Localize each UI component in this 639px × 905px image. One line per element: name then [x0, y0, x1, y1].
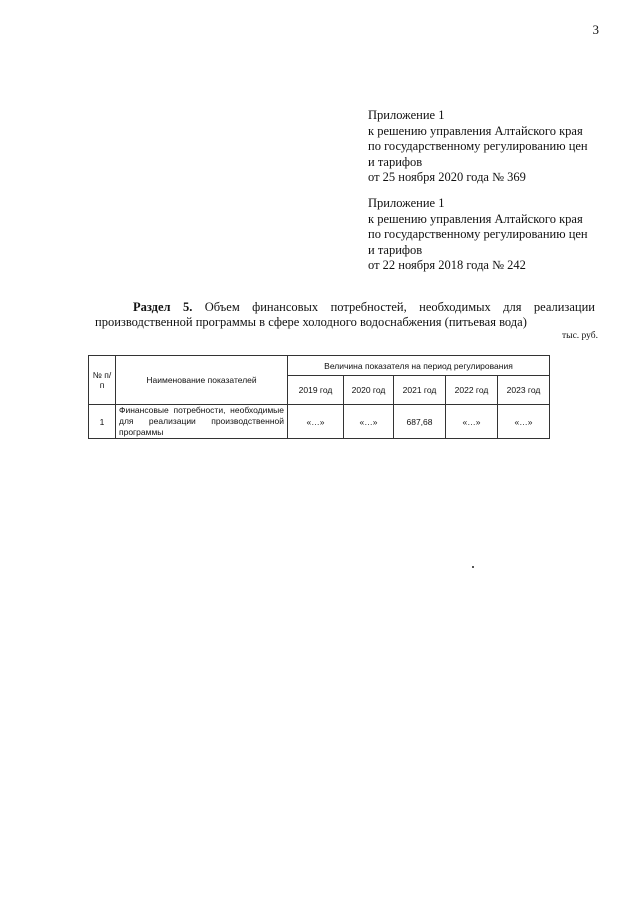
row-value: 687,68: [394, 405, 446, 439]
annex-line: к решению управления Алтайского края: [368, 211, 583, 226]
header-period: Величина показателя на период регулирования: [288, 356, 550, 376]
header-year: 2021 год: [394, 376, 446, 405]
row-value: «…»: [498, 405, 550, 439]
row-num: 1: [89, 405, 116, 439]
annex-line: от 25 ноября 2020 года № 369: [368, 170, 526, 184]
annex-line: по государственному регулированию цен: [368, 227, 588, 241]
annex-current: [368, 108, 618, 186]
section-title: [95, 300, 595, 330]
header-year: 2022 год: [446, 376, 498, 405]
unit-label: тыс. руб.: [562, 331, 598, 341]
header-num: № п/п: [89, 356, 116, 405]
section-label: Раздел 5.: [133, 300, 193, 314]
annex-line: и тарифов: [368, 154, 423, 169]
annex-line: по государственному регулированию цен: [368, 139, 588, 153]
financial-needs-table: [88, 355, 550, 439]
row-value: «…»: [344, 405, 394, 439]
scan-speck: [472, 566, 474, 568]
annex-line: от 22 ноября 2018 года № 242: [368, 258, 526, 272]
row-name: Финансовые потребности, необходимые для реализации производственной программы: [116, 405, 288, 439]
header-year: 2019 год: [288, 376, 344, 405]
annex-line: к решению управления Алтайского края: [368, 123, 583, 138]
page-number: 3: [592, 22, 599, 37]
header-name: Наименование показателей: [116, 356, 288, 405]
header-year: 2023 год: [498, 376, 550, 405]
row-value: «…»: [446, 405, 498, 439]
annex-line: Приложение 1: [368, 196, 445, 210]
section-title-line2: производственной программы в сфере холодного водоснабжения (питьевая вода): [95, 315, 527, 329]
annex-line: и тарифов: [368, 242, 423, 257]
row-value: «…»: [288, 405, 344, 439]
annex-previous: [368, 196, 618, 274]
annex-line: Приложение 1: [368, 108, 445, 122]
table-row: [89, 405, 550, 439]
header-year: 2020 год: [344, 376, 394, 405]
section-title-line1: Объем финансовых потребностей, необходимых для реализации: [204, 300, 595, 314]
